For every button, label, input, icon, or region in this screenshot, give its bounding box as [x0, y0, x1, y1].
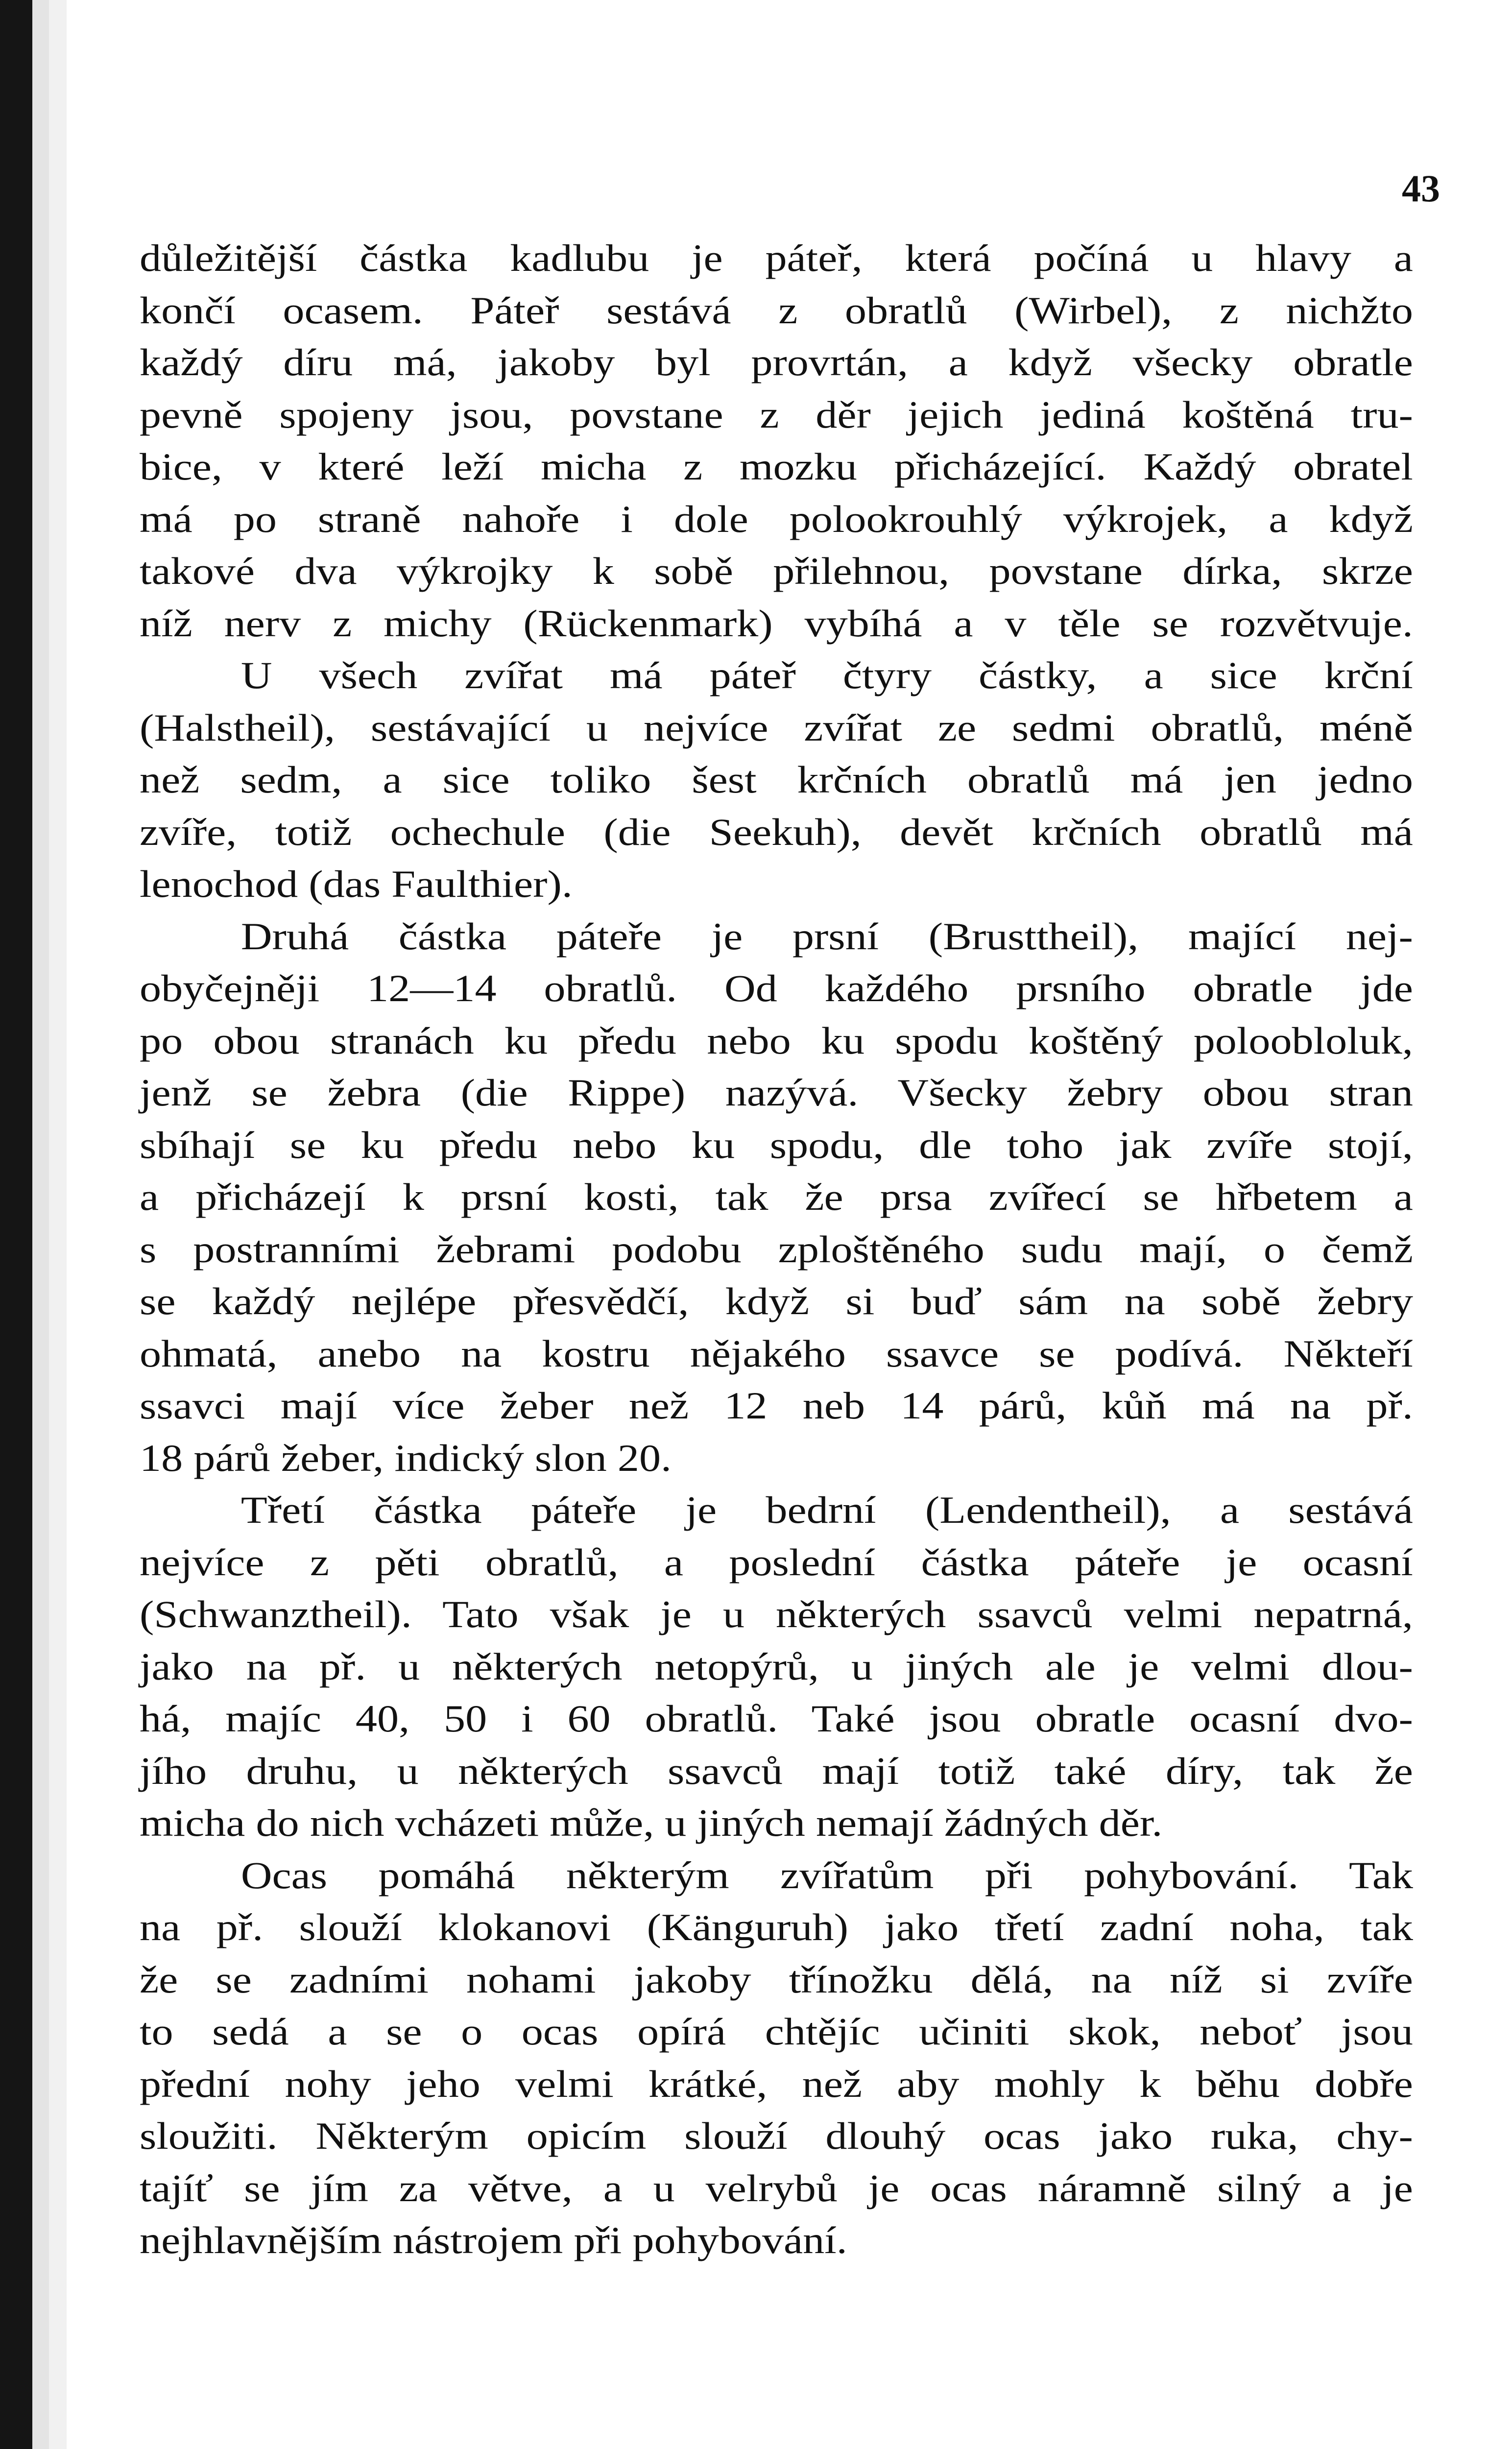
text-line: jího druhu, u některých ssavců mají totiž také díry, tak že — [140, 1749, 1413, 1792]
text-line: každý díru má, jakoby byl provrtán, a když všecky obratle — [140, 341, 1413, 384]
text-line: U všech zvířat má páteř čtyry částky, a sice krční — [240, 654, 1413, 696]
text-line: důležitější částka kadlubu je páteř, která počíná u hlavy a — [140, 237, 1413, 279]
text-line: bice, v které leží micha z mozku přicházející. Každý obratel — [140, 445, 1413, 488]
text-line: ohmatá, anebo na kostru nějakého ssavce se podívá. Někteří — [140, 1332, 1413, 1375]
page-edge-margin — [49, 0, 67, 2449]
text-line: tajíť se jím za větve, a u velrybů je ocas náramně silný a je — [140, 2166, 1413, 2209]
text-line: se každý nejlépe přesvědčí, když si buď sám na sobě žebry — [140, 1280, 1413, 1322]
text-line: s postranními žebrami podobu zploštěného sudu mají, o čemž — [140, 1227, 1413, 1271]
page-edge-gutter — [32, 0, 49, 2449]
text-line: ssavci mají více žeber než 12 neb 14 párů, kůň má na př. — [140, 1384, 1413, 1427]
body-text — [140, 232, 1413, 2267]
text-line: nejhlavnějším nástrojem při pohybování. — [140, 2219, 847, 2261]
text-line: jako na př. u některých netopýrů, u jiných ale je velmi dlou- — [140, 1645, 1413, 1688]
text-line: zvíře, totiž ochechule (die Seekuh), devět krčních obratlů má — [140, 810, 1413, 853]
text-line: končí ocasem. Páteř sestává z obratlů (Wirbel), z nichžto — [140, 288, 1413, 332]
text-line: Druhá částka páteře je prsní (Brusttheil), mající nej- — [240, 914, 1413, 958]
text-line: lenochod (das Faulthier). — [140, 863, 573, 905]
text-line: há, majíc 40, 50 i 60 obratlů. Také jsou obratle ocasní dvo- — [140, 1697, 1413, 1740]
text-line: pevně spojeny jsou, povstane z děr jejich jediná koštěná tru- — [140, 393, 1413, 436]
text-line: micha do nich vcházeti může, u jiných nemají žádných děr. — [140, 1801, 1163, 1844]
text-line: přední nohy jeho velmi krátké, než aby mohly k běhu dobře — [140, 2062, 1413, 2105]
page-number: 43 — [1402, 167, 1440, 210]
text-line: obyčejněji 12—14 obratlů. Od každého prsního obratle jde — [140, 967, 1413, 1009]
text-line: 18 párů žeber, indický slon 20. — [140, 1436, 672, 1479]
text-line: níž nerv z michy (Rückenmark) vybíhá a v těle se rozvětvuje. — [140, 601, 1413, 645]
text-line: sbíhají se ku předu nebo ku spodu, dle toho jak zvíře stojí, — [140, 1123, 1413, 1166]
book-spine-shadow — [0, 0, 32, 2449]
text-line: sloužiti. Některým opicím slouží dlouhý ocas jako ruka, chy- — [140, 2114, 1413, 2157]
text-line: jenž se žebra (die Rippe) nazývá. Všecky žebry obou stran — [140, 1071, 1413, 1114]
text-line: (Schwanztheil). Tato však je u některých ssavců velmi nepatrná, — [140, 1593, 1413, 1635]
text-line: než sedm, a sice toliko šest krčních obratlů má jen jedno — [140, 758, 1413, 801]
text-line: Třetí částka páteře je bedrní (Lendentheil), a sestává — [240, 1489, 1413, 1531]
text-line: to sedá a se o ocas opírá chtějíc učiniti skok, neboť jsou — [140, 2010, 1413, 2053]
text-line: na př. slouží klokanovi (Känguruh) jako třetí zadní noha, tak — [140, 1906, 1413, 1948]
text-line: a přicházejí k prsní kosti, tak že prsa zvířecí se hřbetem a — [140, 1176, 1413, 1218]
text-line: nejvíce z pěti obratlů, a poslední částka páteře je ocasní — [140, 1540, 1413, 1584]
text-line: (Halstheil), sestávající u nejvíce zvířat ze sedmi obratlů, méně — [140, 706, 1413, 749]
text-line: po obou stranách ku předu nebo ku spodu koštěný poloobloluk, — [140, 1019, 1413, 1062]
text-line: že se zadními nohami jakoby třínožku dělá, na níž si zvíře — [140, 1958, 1413, 2001]
text-line: má po straně nahoře i dole polookrouhlý výkrojek, a když — [140, 497, 1413, 540]
text-line: Ocas pomáhá některým zvířatům při pohybování. Tak — [240, 1853, 1413, 1897]
text-line: takové dva výkrojky k sobě přilehnou, povstane dírka, skrze — [140, 550, 1413, 592]
